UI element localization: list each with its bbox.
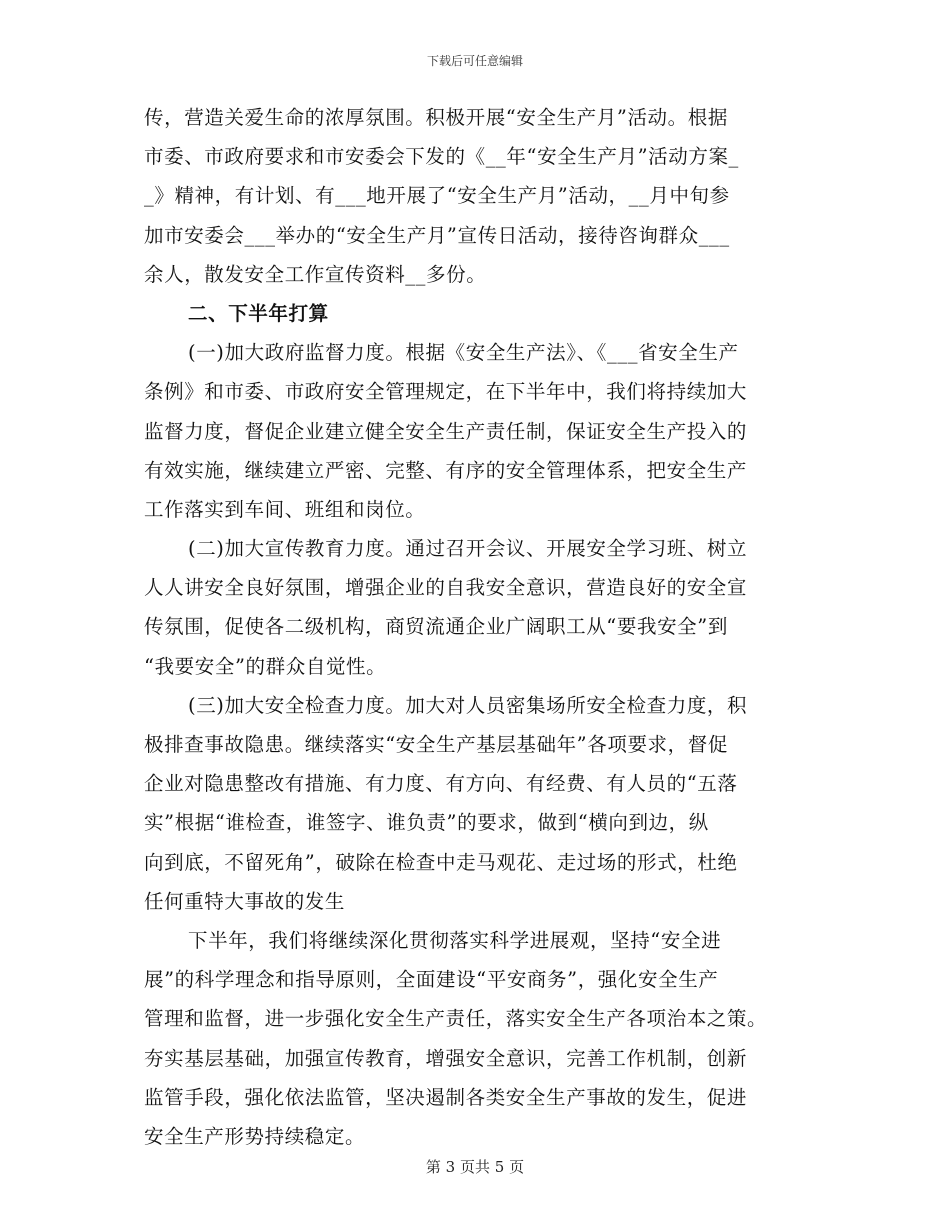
text-line: 实”根据“谁检查，谁签字、谁负责”的要求，做到“横向到边，纵 [144,811,709,835]
text-line: (二)加大宣传教育力度。通过召开会议、开展安全学习班、树立 [188,537,748,561]
text-line: 安全生产形势持续稳定。 [144,1124,366,1148]
text-line: 工作落实到车间、班组和岗位。 [144,497,426,521]
text-line: 传，营造关爱生命的浓厚氛围。积极开展“安全生产月”活动。根据 [144,106,728,129]
document-body [144,98,806,1156]
section-heading: 二、下半年打算 [188,301,329,325]
text-line: 余人，散发安全工作宣传资料__多份。 [144,262,487,286]
page-footer: 第 3 页共 5 页 [425,1158,525,1176]
text-line: 条例》和市委、市政府安全管理规定，在下半年中，我们将持续加大 [144,380,748,404]
text-line: 向到底，不留死角”，破除在检查中走马观花、走过场的形式，杜绝 [144,850,738,874]
text-line: 展”的科学理念和指导原则，全面建设“平安商务”，强化安全生产 [144,968,719,992]
text-line: 夯实基层基础，加强宣传教育，增强安全意识，完善工作机制，创新 [144,1046,748,1070]
text-line: 监管手段，强化依法监管，坚决遏制各类安全生产事故的发生，促进 [144,1085,748,1109]
text-line: 监督力度，督促企业建立健全安全生产责任制，保证安全生产投入的 [144,419,748,443]
text-line: _》精神，有计划、有___地开展了“安全生产月”活动，__月中旬参 [144,184,730,208]
text-line: 极排查事故隐患。继续落实“安全生产基层基础年”各项要求，督促 [144,733,728,756]
text-line: 管理和监督，进一步强化安全生产责任，落实安全生产各项治本之策。 [144,1007,768,1031]
text-line: 下半年，我们将继续深化贯彻落实科学进展观，坚持“安全进 [188,928,722,952]
text-line: 市委、市政府要求和市安委会下发的《__年“安全生产月”活动方案_ [144,145,739,169]
text-line: “我要安全”的群众自觉性。 [144,654,387,678]
text-line: 企业对隐患整改有措施、有力度、有方向、有经费、有人员的“五落 [144,772,738,796]
text-line: 有效实施，继续建立严密、完整、有序的安全管理体系，把安全生产 [144,458,748,482]
text-line: 任何重特大事故的发生 [144,889,346,913]
text-line: 加市安委会___举办的“安全生产月”宣传日活动，接待咨询群众___ [144,223,730,247]
text-line: (一)加大政府监督力度。根据《安全生产法》、《___省安全生产 [188,341,739,365]
text-line: (三)加大安全检查力度。加大对人员密集场所安全检查力度，积 [188,693,748,717]
page-header: 下载后可任意编辑 [426,54,523,68]
text-line: 人人讲安全良好氛围，增强企业的自我安全意识，营造良好的安全宣 [144,576,748,600]
text-line: 传氛围，促使各二级机构，商贸流通企业广阔职工从“要我安全”到 [144,615,728,639]
